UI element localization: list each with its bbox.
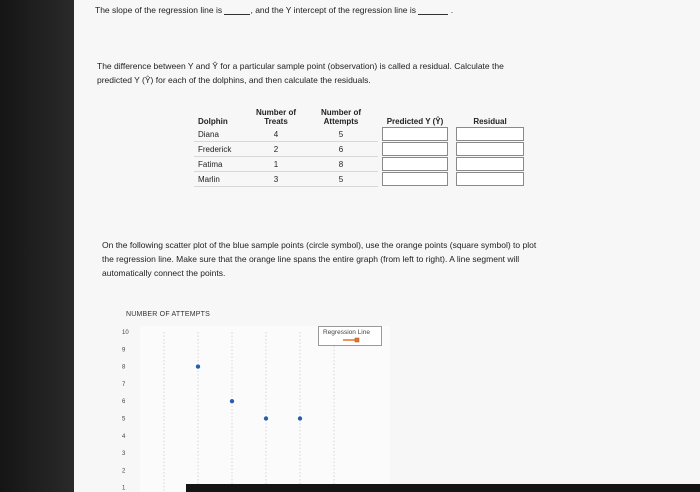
slope-answer-field[interactable] (224, 6, 250, 15)
treats-value: 2 (248, 142, 304, 157)
chart-ylabel: NUMBER OF ATTEMPTS (126, 311, 210, 318)
dolphin-table (194, 107, 528, 187)
y-tick-label: 10 (122, 330, 129, 336)
intercept-text: , and the Y intercept of the regression line is (250, 5, 417, 15)
table-row (194, 172, 528, 187)
residual-input[interactable] (456, 142, 524, 156)
header-treats-top: Number of (256, 108, 296, 117)
attempts-value: 5 (304, 172, 378, 187)
table-row (194, 142, 528, 157)
sample-point[interactable] (195, 364, 200, 369)
chart-legend[interactable] (318, 326, 382, 346)
plot-instructions-line2: the regression line. Make sure that the orange line spans the entire graph (from left to right). A line segment will (102, 254, 520, 264)
y-tick-label: 8 (122, 364, 126, 371)
y-tick-label: 3 (122, 451, 126, 458)
attempts-value: 5 (304, 127, 378, 142)
table-row (194, 127, 528, 142)
predicted-input[interactable] (382, 127, 448, 141)
header-treats (248, 107, 304, 127)
y-tick-label: 9 (122, 347, 126, 354)
header-predicted: Predicted Y (Ŷ) (386, 117, 444, 126)
header-residual: Residual (473, 117, 507, 126)
residual-input[interactable] (456, 172, 524, 186)
table-row (194, 157, 528, 172)
residual-instructions-line1: The difference between Y and Ŷ for a particular sample point (observation) is called a residual. Calculate the (97, 61, 504, 71)
y-tick-label: 4 (122, 433, 126, 440)
monitor-bezel-bottom (186, 484, 700, 492)
treats-value: 3 (248, 172, 304, 187)
predicted-input[interactable] (382, 172, 448, 186)
monitor-bezel-left (0, 0, 74, 492)
plot-instructions-line3: automatically connect the points. (102, 268, 226, 278)
header-attempts-bottom: Attempts (323, 117, 359, 126)
y-tick-label: 2 (122, 468, 126, 475)
residual-input[interactable] (456, 157, 524, 171)
treats-value: 1 (248, 157, 304, 172)
legend-label: Regression Line (323, 329, 370, 336)
header-treats-bottom: Treats (264, 117, 288, 126)
y-tick-label: 1 (122, 485, 126, 492)
predicted-input[interactable] (382, 157, 448, 171)
predicted-input[interactable] (382, 142, 448, 156)
plot-instructions-line1: On the following scatter plot of the blue sample points (circle symbol), use the orange points (square symbol) to plot (102, 240, 537, 250)
sample-point[interactable] (263, 416, 268, 421)
residual-instructions-line2: predicted Y (Ŷ) for each of the dolphins, and then calculate the residuals. (97, 75, 371, 85)
header-attempts-top: Number of (321, 108, 361, 117)
residual-input[interactable] (456, 127, 524, 141)
attempts-value: 6 (304, 142, 378, 157)
intercept-answer-field[interactable] (418, 6, 448, 15)
legend-swatch (343, 337, 363, 343)
dolphin-name: Marlin (194, 172, 248, 187)
sample-point[interactable] (297, 416, 302, 421)
header-attempts (304, 107, 378, 127)
y-tick-label: 6 (122, 399, 126, 406)
header-dolphin: Dolphin (198, 117, 228, 126)
y-tick-label: 5 (122, 416, 126, 423)
sample-point[interactable] (229, 399, 234, 404)
dolphin-name: Fatima (194, 157, 248, 172)
dolphin-name: Diana (194, 127, 248, 142)
slope-text: The slope of the regression line is (95, 5, 223, 15)
attempts-value: 8 (304, 157, 378, 172)
dolphin-name: Frederick (194, 142, 248, 157)
y-tick-label: 7 (122, 381, 126, 388)
treats-value: 4 (248, 127, 304, 142)
slope-question: The slope of the regression line is , and the Y intercept of the regression line is . (95, 5, 454, 15)
